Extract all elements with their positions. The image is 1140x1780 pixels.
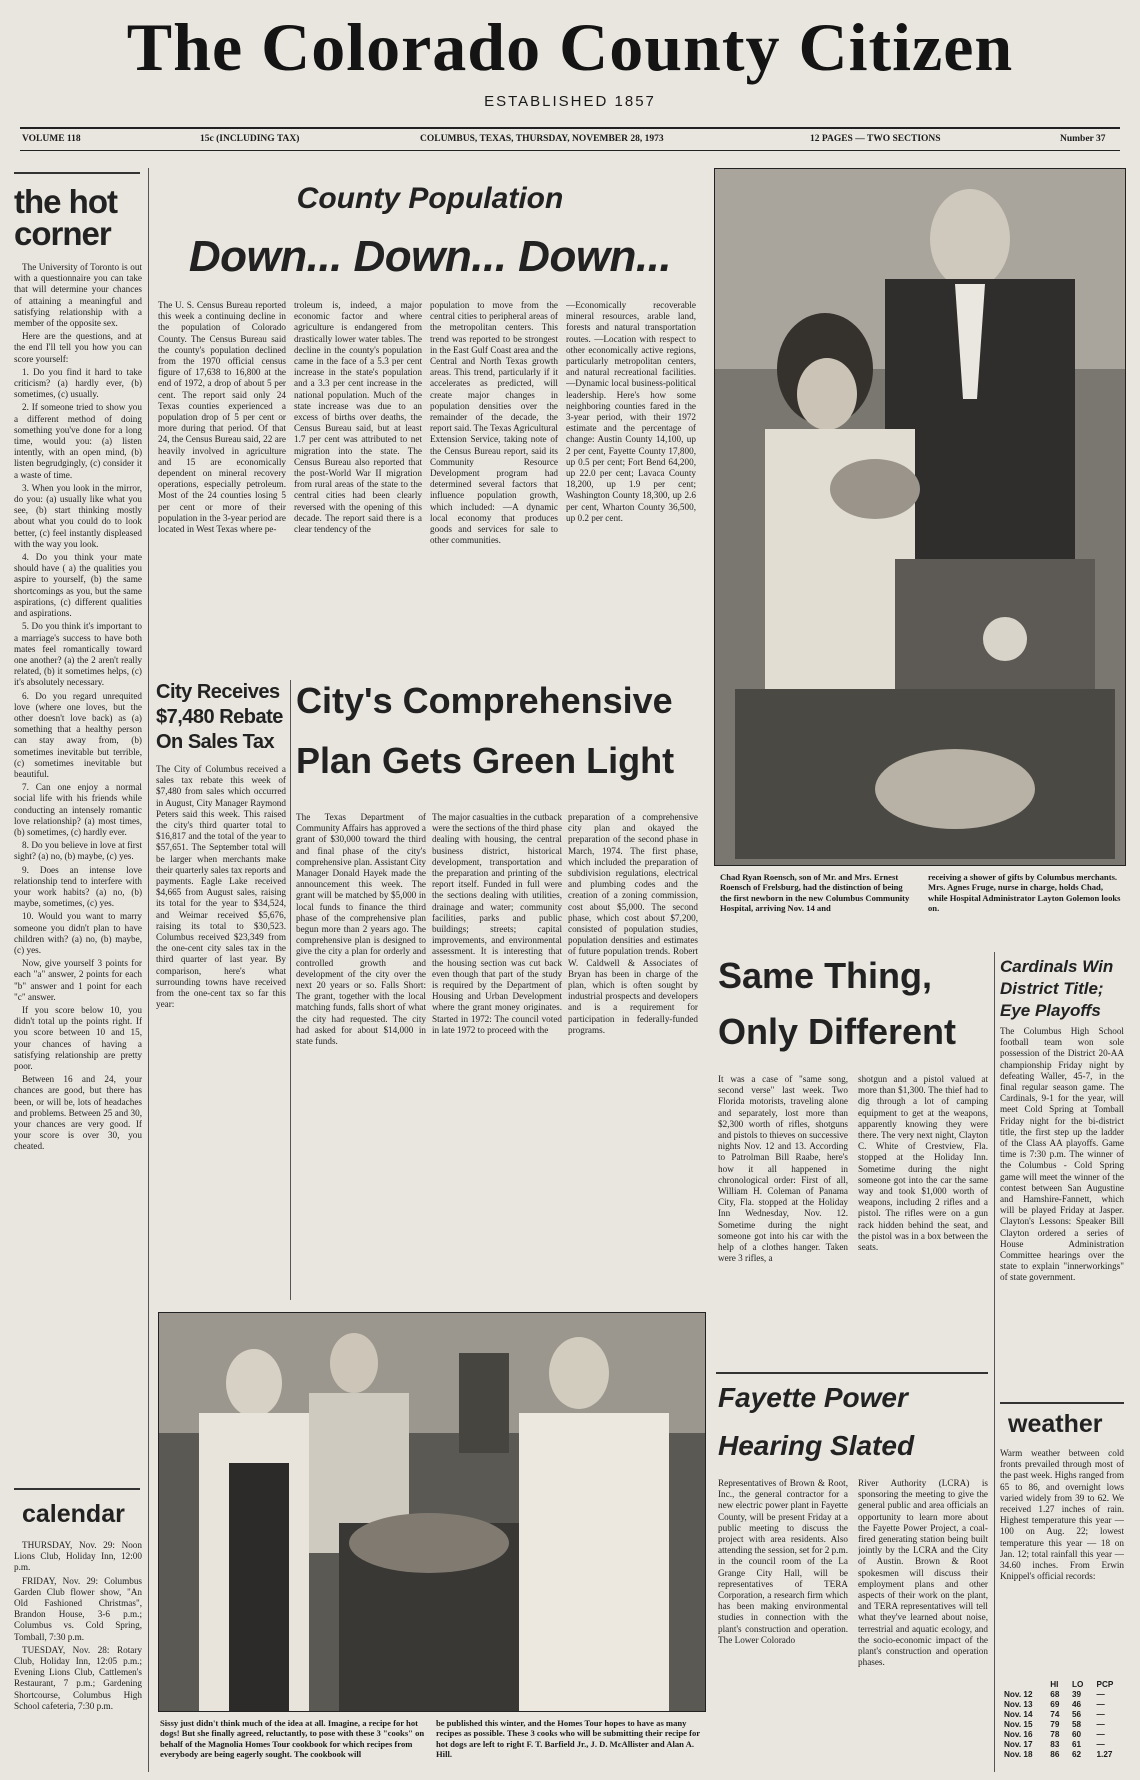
hot-corner-paragraph: 4. Do you think your mate should have ( a) the qualities you aspire to yourself, (b) the same shortcomings as you, but the same aspirations, (c) different qualities and aspirations.: [14, 552, 142, 619]
hot-corner-paragraph: The University of Toronto is out with a questionnaire you can take that will determine your chances of attaining a meaningful and satisfying relationship with a member of the opposite sex.: [14, 262, 142, 329]
hot-corner-rule: [14, 172, 140, 174]
weather-rule: [1000, 1402, 1124, 1404]
population-col-4: —Economically recoverable mineral resources, arable land, forests and natural transportation routes. —Location with respect to other economically active regions, particularly metropolitan centers, and natural recreational facilities. —Dynamic local business-political leadership. Here's how some neighboring counties fared in the 3-year period, with their 1972 estimate and the percentage of change: Austin County 14,100, up 2 per cent, Fayette County 17,800, up 0.5 per cent; Fort Bend 64,200, up 22.0 per cent; Lavaca County 18,200, up 1.9 per cent; Washington County 18,300, up 2.6 per cent, Wharton County 36,500, up 0.2 per cent.: [566, 300, 696, 523]
masthead-rule-bottom: [20, 150, 1120, 151]
weather-cell: 1.27: [1096, 1750, 1113, 1759]
population-col-3: population to move from the central cities to peripheral areas of the metropolitan centers. This trend was reported to be strongest in the East Gulf Coast area and the Central and North Texas growth areas. This trend, particularly if it accelerates as predicted, will create major changes in population densities over the remainder of the decade, the report said. The Texas Agricultural Extension Service, taking note of the Census Bureau report, said its Community Resource Development program had determined several factors that influence population growth, which included: —A dynamic local economy that produces goods and services for sale to other communities.: [430, 300, 558, 546]
weather-cell: 46: [1071, 1700, 1082, 1709]
weather-cell: —: [1096, 1690, 1105, 1699]
column-divider-right: [994, 952, 995, 1772]
calendar-entry: THURSDAY, Nov. 29: Noon Lions Club, Holiday Inn, 12:00 p.m.: [14, 1540, 142, 1573]
calendar-heading: calendar: [22, 1500, 125, 1528]
fayette-rule: [716, 1372, 988, 1374]
cooks-caption-left: Sissy just didn't think much of the idea at all. Imagine, a recipe for hot dogs! But she finally agreed, reluctantly, to pose with these 3 "cooks" on behalf of the Magnolia Homes Tour cookbook for which recipes from everybody are being eagerly sought. The cookbook will: [160, 1718, 425, 1760]
weather-cell: 83: [1050, 1740, 1060, 1749]
same-thing-col-2: shotgun and a pistol valued at more than $1,300. The thief had to dig through a lot of camping equipment to get at the weapons, apparently knowing they were there. The very next night, Clayton C. White of Crestview, Fla. stopped at the Holiday Inn. Sometime during the night someone got into the car the same way and took $1,000 worth of weapons, including 2 rifles and a pistol. The rifles were on a gun rack hidden behind the seat, and the pistol was in a box between the seats.: [858, 1074, 988, 1253]
volume-label: VOLUME 118: [22, 134, 81, 144]
population-col-2: troleum is, indeed, a major economic factor and where agriculture is endangered from drastically lower water tables. The decline in the county's population came in the face of a 5.3 per cent increase in the state's population and a 3.3 per cent increase in the national population. Much of the state increase was due to an excess of births over deaths, the Census Bureau said, but at least 1.7 per cent was attributed to net migration into the state. The Census Bureau also reported that the post-World War II migration from rural areas of the state to the central cities had been clearly reversed with the opening of this decade. The report said there is a clear tendency of the: [294, 300, 422, 535]
plan-headline-line-2: Plan Gets Green Light: [296, 740, 675, 781]
masthead-rule-top: [20, 127, 1120, 129]
hot-corner-paragraph: 6. Do you regard unrequited love (where one loves, but the other doesn't love back) as (a) something that a healthy person can stay away from, (b) sometimes inevitable but terrible, (c) sometimes inevitable but beautiful.: [14, 690, 142, 779]
weather-cell: 60: [1071, 1730, 1082, 1739]
weather-col-pcp: PCP: [1096, 1680, 1114, 1689]
rebate-body: The City of Columbus received a sales tax rebate this week of $7,480 from sales which occurred in August, City Manager Raymond Peters said this week. This raised the city's third quarter total to $16,817 and the total of the year to $57,651. The September total will be larger when merchants make their quarterly sales tax reports and payments. Eagle Lake received $4,665 from August sales, raising its total for the year to $34,524, and Weimar received $5,676, raising its total to $30,523. Columbus received $23,349 from the one-cent city sales tax in the third quarter of last year. By comparison, here's what surrounding towns have received from the one-cent tax so far this year:: [156, 764, 286, 1010]
same-thing-headline-line-1: Same Thing,: [718, 955, 933, 996]
issue-number: Number 37: [1060, 134, 1106, 144]
weather-cell: Nov. 18: [1004, 1750, 1033, 1759]
weather-cell: 39: [1071, 1690, 1082, 1699]
hot-corner-paragraph: 9. Does an intense love relationship tend to interfere with your work habits? (a) no, (b) maybe, sometimes, (c) yes.: [14, 864, 142, 909]
weather-cell: Nov. 15: [1004, 1720, 1033, 1729]
hot-corner-paragraph: 8. Do you believe in love at first sight? (a) no, (b) maybe, (c) yes.: [14, 840, 142, 862]
weather-body: Warm weather between cold fronts prevailed through most of the past week. Highs ranged from 65 to 86, and overnight lows varied widely from 39 to 62. We received 1.27 inches of rain. Highest temperature this year — 100 on Aug. 22; lowest temperature this year — 18 on Jan. 12; total rainfall this year — 34.60 inches. From Erwin Knippel's official records:: [1000, 1448, 1124, 1582]
hot-corner-paragraph: 1. Do you find it hard to take criticism? (a) hardly ever, (b) sometimes, (c) usually.: [14, 366, 142, 400]
weather-cell: Nov. 17: [1004, 1740, 1033, 1749]
weather-row: [1000, 1750, 1124, 1760]
weather-cell: 58: [1071, 1720, 1082, 1729]
masthead-title: The Colorado County Citizen: [126, 9, 1014, 85]
weather-col-lo: LO: [1071, 1680, 1084, 1689]
hot-corner-paragraph: 3. When you look in the mirror, do you: (a) usually like what you see, (b) start thinking mostly about what you could do to look better, (c) feel instantly displeased with the way you look.: [14, 482, 142, 549]
fayette-col-2: River Authority (LCRA) is sponsoring the meeting to give the general public and area officials an opportunity to learn more about the Fayette Power Project, a coal-fired generating station being built jointly by the LCRA and the City of Austin. Brown & Root spokesmen will discuss their employment plans and other aspects of their work on the plant, and TERA representatives will tell what they've learned about noise, terrestrial and aquatic ecology, and the socio-economic impact of the plant's construction and operation phases.: [858, 1478, 988, 1668]
weather-heading: weather: [1008, 1410, 1103, 1438]
weather-cell: 74: [1050, 1710, 1060, 1719]
weather-row: [1000, 1710, 1124, 1720]
weather-row: [1000, 1730, 1124, 1740]
hospital-photo: [714, 168, 1126, 866]
calendar-body: [14, 1540, 142, 1772]
rebate-headline: City Receives $7,480 Rebate On Sales Tax: [156, 681, 283, 753]
weather-cell: —: [1096, 1710, 1105, 1719]
hot-corner-body: [14, 262, 142, 1476]
weather-cell: Nov. 12: [1004, 1690, 1033, 1699]
hospital-caption-left: Chad Ryan Roensch, son of Mr. and Mrs. Ernest Roensch of Frelsburg, had the distinction of being the first newborn in the new Columbus Community Hospital, arriving Nov. 14 and: [720, 872, 910, 914]
hot-corner-paragraph: 2. If someone tried to show you a different method of doing something you've done for a long time, would you: (a) listen intently, with an open mind, (b) listen begrudgingly, (c) consider it a waste of time.: [14, 402, 142, 480]
weather-cell: 68: [1050, 1690, 1060, 1699]
fayette-col-1: Representatives of Brown & Root, Inc., the general contractor for a new electric power plant in Fayette County, will be present Friday at a public meeting to discuss the project with area residents. Also attending the session, set for 2 p.m. in the council room of the La Grange City Hall, will be representatives of TERA Corporation, a research firm which has been making environmental studies in connection with the plant's construction and operation. The Lower Colorado: [718, 1478, 848, 1645]
weather-cell: —: [1096, 1740, 1105, 1749]
cooks-caption-right: be published this winter, and the Homes Tour hopes to have as many recipes as possible. These 3 cooks who will be submitting their recipe for hot dogs are left to right F. T. Barfield Jr., J. D. McAllister and Alan A. Hill.: [436, 1718, 700, 1760]
column-divider-left: [148, 168, 149, 1772]
hot-corner-paragraph: Here are the questions, and at the end I'll tell you how you can score yourself:: [14, 331, 142, 364]
hospital-photo-image: [715, 169, 1125, 865]
calendar-entry: TUESDAY, Nov. 28: Rotary Club, Holiday Inn, 12:05 p.m.; Evening Lions Club, Cattlemen's Restaurant, 7 p.m.; Gardening Shortcourse, Columbus High School cafeteria, 7:30 p.m.: [14, 1644, 142, 1711]
weather-cell: 61: [1071, 1740, 1082, 1749]
weather-col-hi: HI: [1050, 1680, 1059, 1689]
calendar-rule: [14, 1488, 140, 1490]
plan-col-1: The Texas Department of Community Affairs has approved a grant of $30,000 toward the third and final phase of the city's comprehensive plan. Assistant City Manager Donald Hayek made the announcement this week. The grant will be matched by $5,000 in local funds to finance the third phase of the comprehensive plan begun more than 2 years ago. The comprehensive plan is designed to give the city a plan for orderly and controlled growth and development of the city over the next 20 years or so. Falls Short: The grant, together with the local matching funds, falls short of what the city had requested. The city had asked for about $14,000 in state funds.: [296, 812, 426, 1047]
weather-row: [1000, 1740, 1124, 1750]
weather-cell: 86: [1050, 1750, 1060, 1759]
weather-row: [1000, 1700, 1124, 1710]
fayette-headline-line-1: Fayette Power: [718, 1382, 908, 1413]
column-divider-rebate: [290, 680, 291, 1300]
weather-table: [1000, 1680, 1124, 1760]
population-col-1: The U. S. Census Bureau reported this week a continuing decline in the population of Colorado County. The Census Bureau said the county's population declined from the 1970 official census figure of 17,638 to 16,800 at the end of 1972, a drop of about 5 per cent. The report said only 24 Texas counties experienced a population drop of 5 per cent or more during that period. Of that 24, the Census Bureau said, 22 are heavily involved in agriculture and 15 are economically dependent on mineral recovery operations, especially petroleum. Most of the 24 counties losing 5 per cent or more of their population in the 3-year period are located in West Texas where pe-: [158, 300, 286, 535]
hot-corner-heading: the hot corner: [14, 183, 117, 252]
same-thing-col-1: It was a case of "same song, second verse" last week. Two Florida motorists, traveling alone and separately, lost more than $2,300 worth of rifles, shotguns and pistols to thieves on successive nights Nov. 12 and 13. According to Patrolman Bill Raabe, here's how it all happened in chronological order: First of all, William H. Coleman of Panama City, Fla. stopped at the Holiday Inn Wednesday, Nov. 12. Sometime during the night someone got into his car with the help of a clothes hanger. Taken were 3 rifles, a: [718, 1074, 848, 1264]
weather-cell: Nov. 13: [1004, 1700, 1033, 1709]
weather-cell: 69: [1050, 1700, 1060, 1709]
cardinals-body: The Columbus High School football team won sole possession of the District 20-AA championship Friday night by defeating Waller, 45-7, in the final regular season game. The Cardinals, 9-1 for the year, will meet Cold Spring at Tomball Friday night for the bi-district title, the first step up the ladder of the Class AA playoffs. Game time is 7:30 p.m. The winner of the Columbus - Cold Spring game will meet the winner of the contest between San Augustine and Hamshire-Fannett, which will be played Friday at Jasper. Clayton's Lessons: Speaker Bill Clayton ordered a series of House Administration Committee hearings over the state to explain "innerworkings" of state government.: [1000, 1026, 1124, 1283]
hot-corner-paragraph: 5. Do you think it's important to a marriage's success to have both mates feel romantically toward one another? (a) the 2 aren't really related, (b) it sometimes helps, (c) it's absolutely necessary.: [14, 621, 142, 688]
weather-cell: Nov. 14: [1004, 1710, 1033, 1719]
fayette-headline-line-2: Hearing Slated: [718, 1430, 915, 1461]
hot-corner-paragraph: 7. Can one enjoy a normal social life with his friends while conducting an intensely romantic love relationship? (a) most times, (b) sometimes, (c) hardly ever.: [14, 782, 142, 837]
pages-label: 12 PAGES — TWO SECTIONS: [810, 134, 941, 144]
calendar-entry: FRIDAY, Nov. 29: Columbus Garden Club flower show, "An Old Fashioned Christmas", Brandon House, 3-6 p.m.; Columbus vs. Cold Spring, Tomball, 7:30 p.m.: [14, 1575, 142, 1642]
hot-corner-paragraph: 10. Would you want to marry someone you didn't plan to have children with? (a) no, (b) maybe, (c) yes.: [14, 911, 142, 955]
plan-headline-line-1: City's Comprehensive: [296, 680, 673, 721]
weather-table-header: [1000, 1680, 1124, 1690]
price-label: 15c (INCLUDING TAX): [200, 134, 300, 144]
weather-cell: Nov. 16: [1004, 1730, 1033, 1739]
population-kicker: County Population: [296, 182, 564, 215]
hot-corner-paragraph: If you score below 10, you didn't total up the points right. If you score between 10 and 15, your chances of having a satisfying relationship are pretty poor.: [14, 1005, 142, 1072]
plan-col-3: preparation of a comprehensive city plan and okayed the preparation of the second phase in March, 1974. The first phase, which included the preparation of subdivision regulations, electrical and plumbing codes and the creation of a zoning commission, cost about $5,000. The second phase, which cost about $7,200, consisted of population studies, population densities and estimates of future population trends. Robert W. Caldwell & Associates of Bryan has been in charge of the plan, which is often sought by industrial prospects and developers and is a requirement for participation in federally-funded programs.: [568, 812, 698, 1035]
plan-col-2: The major casualties in the cutback were the sections of the third phase dealing with housing, the central business district, historical development, transportation and the preparation and printing of the report itself. Funded in full were the sections dealing with utilities, drainage and water; community facilities, parks and public buildings; streets; capital improvements, and environmental assessment. It is interesting that the housing section was cut back even though that part of the study is required by the Department of Housing and Urban Development where the grant money originates. Started in 1972: The council voted in late 1972 to proceed with the: [432, 812, 562, 1035]
hot-corner-paragraph: Now, give yourself 3 points for each "a" answer, 2 points for each "b" answer and 1 point for each "c" answer.: [14, 958, 142, 1002]
weather-row: [1000, 1720, 1124, 1730]
hot-corner-paragraph: Between 16 and 24, your chances are good, but there has been, or will be, lots of headaches and problems. Between 25 and 30, your chances are very good. If your score is over 30, you cheated.: [14, 1074, 142, 1152]
cardinals-headline: Cardinals Win District Title; Eye Playoffs: [1000, 957, 1114, 1020]
weather-cell: 78: [1050, 1730, 1060, 1739]
dateline: COLUMBUS, TEXAS, THURSDAY, NOVEMBER 28, 1973: [420, 134, 664, 144]
weather-cell: —: [1096, 1700, 1105, 1709]
weather-col-date: [1000, 1680, 1046, 1690]
same-thing-headline-line-2: Only Different: [718, 1011, 957, 1052]
established-line: ESTABLISHED 1857: [484, 93, 656, 110]
hospital-caption-right: receiving a shower of gifts by Columbus merchants. Mrs. Agnes Fruge, nurse in charge, holds Chad, while Hospital Administrator Layton Golemon looks on.: [928, 872, 1121, 914]
cooks-photo-image: [159, 1313, 705, 1711]
weather-row: [1000, 1690, 1124, 1700]
weather-cell: 56: [1071, 1710, 1082, 1719]
weather-cell: 62: [1071, 1750, 1082, 1759]
weather-cell: —: [1096, 1730, 1105, 1739]
weather-cell: —: [1096, 1720, 1105, 1729]
population-headline: Down... Down... Down...: [188, 232, 672, 281]
cooks-photo: [158, 1312, 706, 1712]
weather-cell: 79: [1050, 1720, 1060, 1729]
